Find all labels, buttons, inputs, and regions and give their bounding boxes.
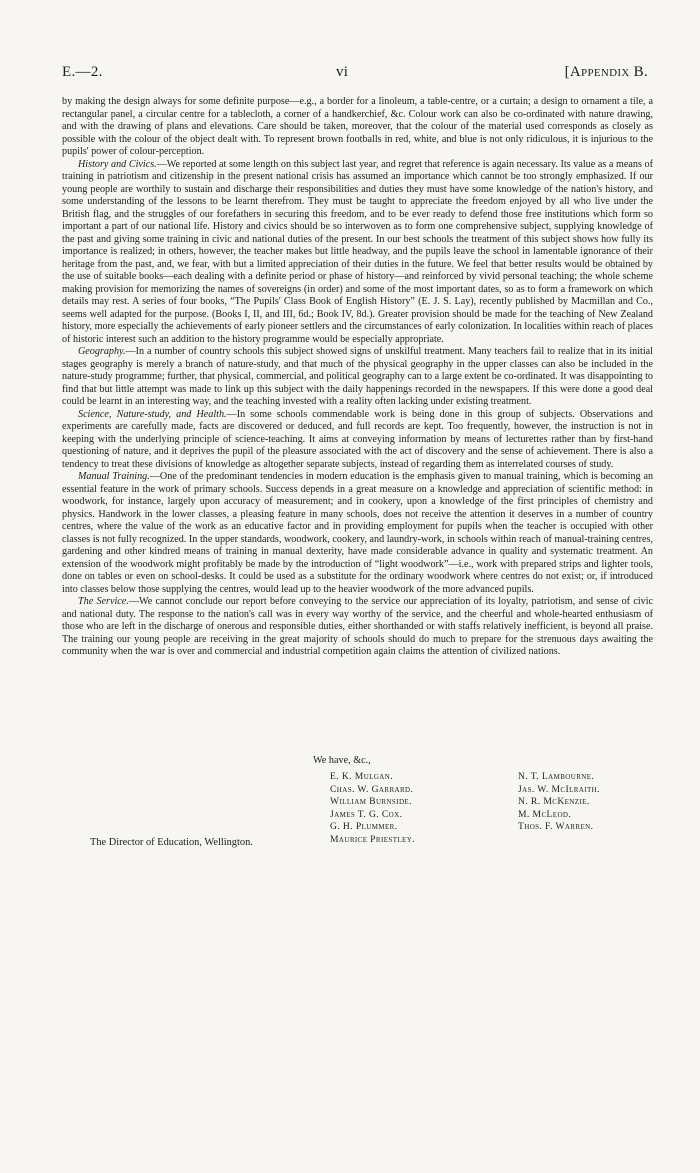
addressee: The Director of Education, Wellington. xyxy=(90,837,253,848)
section-heading: Science, Nature-study, and Health. xyxy=(78,408,227,420)
signatory: Thos. F. Warren. xyxy=(518,821,594,833)
section-heading: Manual Training. xyxy=(78,471,150,482)
header-reference: E.—2. xyxy=(62,64,103,80)
paragraph-history-civics: History and Civics.—We reported at some length on this subject last year, and regret that reference is again necessary. Its value as a means of training in patriotism and citizenship in the present national crisis has assumed an importance which cannot be too strongly emphasized. If our young people are worthily to sustain and discharge their responsibilities and duties they must have some knowledge of the nation's history, and some understanding of the lessons to be learnt therefrom. They must be taught to appreciate the freedom enjoyed by all who live under the British flag, and the struggles of our forefathers in securing this freedom, and to be ever ready to defend those free institutions which form so important a part of our national life. History and civics should be so interwoven as to form one comprehensive subject, supplying knowledge of the past and giving some training in civic and national duties of the present. In our best schools the treatment of this subject shows how fully its importance is realized; in others, however, the teacher makes but little headway, and the pupils leave the school in lamentable ignorance of their heritage from the past, and, we fear, with but a limited appreciation of their duties in the future. We feel that better results would be obtained by the use of suitable books—each dealing with a definite period or phase of history—and reinforced by vivid personal teaching; the whole scheme making provision for memorizing the names of sovereigns (in order) and some of the most important dates, so as to form a framework on which details may rest. A series of four books, “The Pupils' Class Book of English History” (E. J. S. Lay), recently published by Macmillan and Co., seems well adapted for the purpose. (Books I, II, and III, 6d.; Book IV, 8d.). Greater provision should be made for the teaching of New Zealand history, more especially the achievements of early pioneer settlers and the circumstances of early colonization. In localities within reach of places of historic interest such an addition to the history programme would be especially appropriate. xyxy=(62,158,653,345)
signatory: E. K. Mulgan. xyxy=(330,771,394,782)
signatory: Maurice Priestley. xyxy=(330,833,415,845)
signatory: M. McLeod. xyxy=(518,808,572,820)
signatory: Chas. W. Garrard. xyxy=(330,783,414,795)
signatory: James T. G. Cox. xyxy=(330,808,403,820)
section-heading: Geography. xyxy=(78,346,126,357)
paragraph-science: Science, Nature-study, and Health.—In some schools commendable work is being done in this group of subjects. Observations and experiments are carefully made, facts are discovered or deduced, and full records are kept. Too frequently, however, the instruction is not in keeping with the underlying principle of science-teaching. It aims at conveying information by means of lecturettes rather than by first-hand questioning of nature, and it deprives the pupil of the pleasure associated with the act of discovery and the sense of achievement. There is also a tendency to treat these divisions of knowledge as altogether separate subjects, instead of regarding them as interrelated courses of study. xyxy=(62,408,653,470)
page-number: vi xyxy=(336,64,349,80)
report-body xyxy=(62,96,653,659)
signatory: Jas. W. McIlraith. xyxy=(518,783,600,795)
paragraph-geography: Geography.—In a number of country schools this subject showed signs of unskilful treatment. Many teachers fail to realize that in its initial stages geography is merely a branch of nature-study, and that much of the physical geography in the upper classes can also be included in the nature-study programme; further, that physical, commercial, and political geography can to a large extent be co-ordinated. It was disappointing to find that but little attempt was made to link up this subject with the daily happenings recorded in the newspapers. If this were done a good deal could be learnt in an interesting way, and the teaching invested with a reality often lacking under existing treatment. xyxy=(62,346,653,407)
signatories-left xyxy=(330,771,415,847)
paragraph-colour-work: by making the design always for some definite purpose—e.g., a border for a linoleum, a table-centre, or a curtain; a design to ornament a tile, a rectangular panel, a circular centre for a tablecloth, a corner of a handkerchief, &c. Colour work can also be co-ordinated with nature drawing, and with the drawing of plans and elevations. Care should be taken, moreover, that the colour of the material used corresponds as closely as possible with the colour of the object dealt with. To represent brown footballs in red, white, and blue is not only ridiculous, it is injurious to the pupils' power of colour-perception. xyxy=(62,96,653,157)
closing-salutation: We have, &c., xyxy=(313,755,371,766)
signatory: William Burnside. xyxy=(330,796,412,808)
signatories-right xyxy=(518,771,600,834)
paragraph-manual-training: Manual Training.—One of the predominant tendencies in modern education is the emphasis given to manual training, which is becoming an essential feature in the work of primary schools. Success depends in a great measure on a knowledge and appreciation of scientific method: in woodwork, for instance, largely upon accuracy of measurement; and in cookery, upon a knowledge of the first principles of chemistry and physics. Handwork in the lower classes, a pleasing feature in many schools, does not receive the attention it deserves in a number of country centres, where the value of the work as an educative factor and in providing employment for pupils when the teacher is occupied with other classes is not fully recognized. In the upper standards, woodwork, cookery, and laundry-work, in schools within reach of manual-training centres, gardening and other kindred means of training in manual dexterity, have made considerable advance in quality and systematic treatment. An extension of the woodwork might profitably be made by the introduction of “light woodwork”—i.e., work with prepared strips and lighter tools, done on tables or even on school-desks. It could be used as a substitute for the ordinary woodwork where centres do not exist; or, if introduced into classes below those supplying the centres, would lead up to the heavier woodwork of the more advanced pupils. xyxy=(62,471,654,595)
signatory: G. H. Plummer. xyxy=(330,821,398,833)
paragraph-service: The Service.—We cannot conclude our report before conveying to the service our appreciation of its loyalty, patriotism, and sense of civic and national duty. The response to the nation's call was in every way worthy of the service, and the cheerful and whole-hearted enthusiasm of those who are left in the discharge of onerous and responsible duties, either shorthanded or with staffs relatively inefficient, is beyond all praise. The training our young people are receiving in the great majority of schools should do much to prepare for the strenuous days awaiting the community when the war is over and commercial and industrial competition again claims the attention of civilized nations. xyxy=(62,596,653,657)
section-heading: History and Civics. xyxy=(78,158,157,170)
section-heading: The Service. xyxy=(78,596,129,607)
signatory: N. R. McKenzie. xyxy=(518,796,590,808)
header-appendix: [Appendix B. xyxy=(564,64,648,80)
signatory: N. T. Lambourne. xyxy=(518,771,595,782)
